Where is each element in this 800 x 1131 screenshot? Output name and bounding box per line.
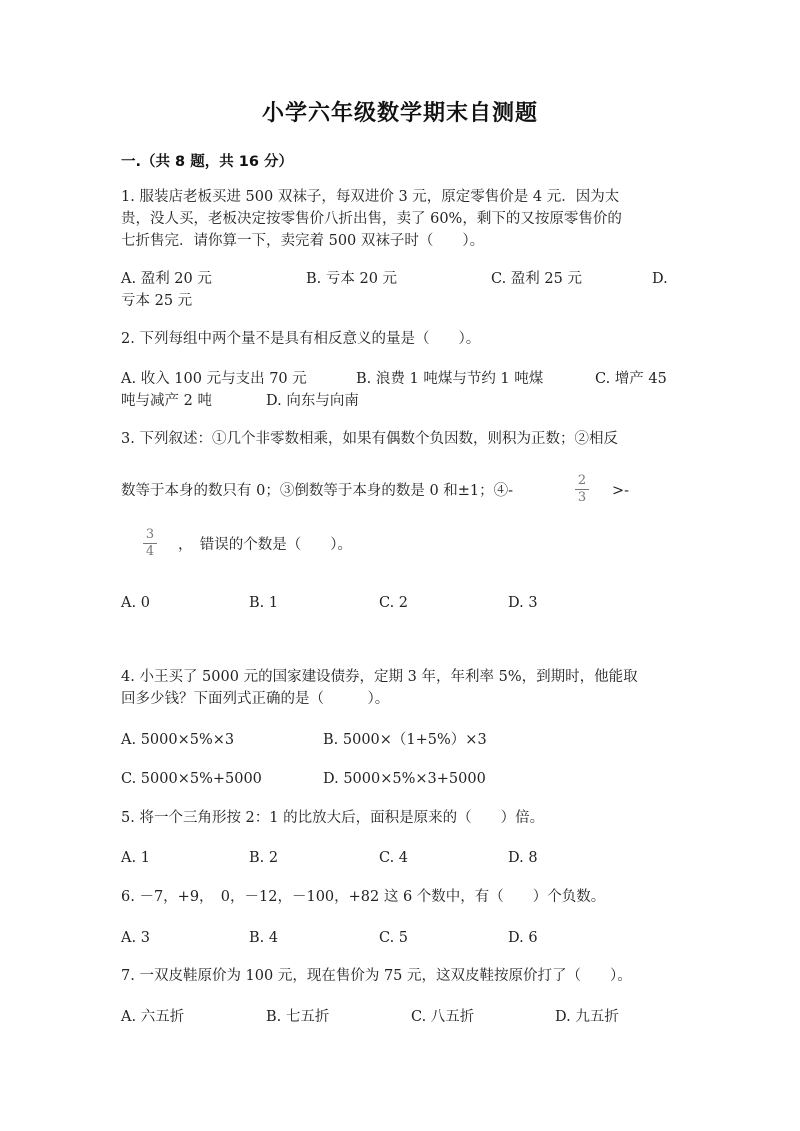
page-title: 小学六年级数学期末自测题 — [261, 101, 538, 126]
fraction-numerator: 3 — [145, 527, 155, 542]
q7-option-c[interactable]: C. 八五折 — [411, 1009, 475, 1025]
q3-option-b[interactable]: B. 1 — [249, 595, 279, 611]
q1-stem-line1: 1. 服装店老板买进 500 双袜子，每双进价 3 元，原定零售价是 4 元．因为太 — [121, 189, 620, 205]
q4-stem-line2: 回多少钱？下面列式正确的是（ ）。 — [121, 691, 390, 707]
q2-option-c-text: 吨与减产 2 吨 — [121, 393, 212, 409]
q6-stem: 6. －7，+9， 0，－12，－100，+82 这 6 个数中，有（ ）个负数。 — [121, 889, 606, 905]
section-heading: 一.（共 8 题，共 16 分） — [121, 154, 293, 170]
q2-option-b[interactable]: B. 浪费 1 吨煤与节约 1 吨煤 — [356, 371, 544, 387]
q5-option-a[interactable]: A. 1 — [121, 850, 150, 866]
q3-option-d[interactable]: D. 3 — [508, 595, 538, 611]
q3-greater-than: >- — [612, 483, 630, 499]
fraction-numerator: 2 — [577, 473, 587, 488]
q5-option-d[interactable]: D. 8 — [508, 850, 538, 866]
q1-option-a[interactable]: A. 盈利 20 元 — [121, 271, 212, 287]
q2-option-a[interactable]: A. 收入 100 元与支出 70 元 — [121, 371, 307, 387]
q4-option-c[interactable]: C. 5000×5%+5000 — [121, 771, 262, 787]
q7-stem: 7. 一双皮鞋原价为 100 元，现在售价为 75 元，这双皮鞋按原价打了（ ）。 — [121, 968, 632, 984]
q4-stem-line1: 4. 小王买了 5000 元的国家建设债券，定期 3 年，年利率 5%，到期时，他能取 — [121, 669, 638, 685]
q1-option-b[interactable]: B. 亏本 20 元 — [306, 271, 398, 287]
q4-option-a[interactable]: A. 5000×5%×3 — [121, 732, 235, 748]
q3-stem-line2: 数等于本身的数只有 0；③倒数等于本身的数是 0 和±1；④- — [121, 483, 514, 499]
q3-stem-line3: ， 错误的个数是（ ）。 — [178, 537, 352, 553]
q1-option-d[interactable]: D. — [652, 271, 668, 287]
fraction-denominator: 4 — [145, 544, 155, 559]
q7-option-a[interactable]: A. 六五折 — [121, 1009, 185, 1025]
q3-stem-line1: 3. 下列叙述：①几个非零数相乘，如果有偶数个负因数，则积为正数；②相反 — [121, 431, 618, 447]
q1-option-d-text: 亏本 25 元 — [121, 293, 193, 309]
q2-option-d[interactable]: D. 向东与向南 — [266, 393, 359, 409]
q1-option-c[interactable]: C. 盈利 25 元 — [491, 271, 582, 287]
q5-option-c[interactable]: C. 4 — [379, 850, 409, 866]
q2-option-c[interactable]: C. 增产 45 — [595, 371, 667, 387]
q3-option-c[interactable]: C. 2 — [379, 595, 409, 611]
q6-option-c[interactable]: C. 5 — [379, 930, 409, 946]
q1-stem-line2: 贵，没人买，老板决定按零售价八折出售，卖了 60%，剩下的又按原零售价的 — [121, 211, 622, 227]
q6-option-a[interactable]: A. 3 — [121, 930, 150, 946]
q1-stem-line3: 七折售完．请你算一下，卖完着 500 双袜子时（ ）。 — [121, 233, 485, 249]
q7-option-b[interactable]: B. 七五折 — [266, 1009, 330, 1025]
q3-option-a[interactable]: A. 0 — [121, 595, 150, 611]
q4-option-b[interactable]: B. 5000×（1+5%）×3 — [323, 732, 487, 748]
q3-fraction-two-thirds — [574, 474, 590, 505]
fraction-denominator: 3 — [577, 490, 587, 505]
q5-option-b[interactable]: B. 2 — [249, 850, 279, 866]
q6-option-d[interactable]: D. 6 — [508, 930, 538, 946]
q6-option-b[interactable]: B. 4 — [249, 930, 279, 946]
q4-option-d[interactable]: D. 5000×5%×3+5000 — [323, 771, 486, 787]
q3-fraction-three-quarters — [142, 528, 158, 559]
q7-option-d[interactable]: D. 九五折 — [555, 1009, 619, 1025]
q5-stem: 5. 将一个三角形按 2：1 的比放大后，面积是原来的（ ）倍。 — [121, 810, 545, 826]
q2-stem: 2. 下列每组中两个量不是具有相反意义的量是（ ）。 — [121, 331, 481, 347]
